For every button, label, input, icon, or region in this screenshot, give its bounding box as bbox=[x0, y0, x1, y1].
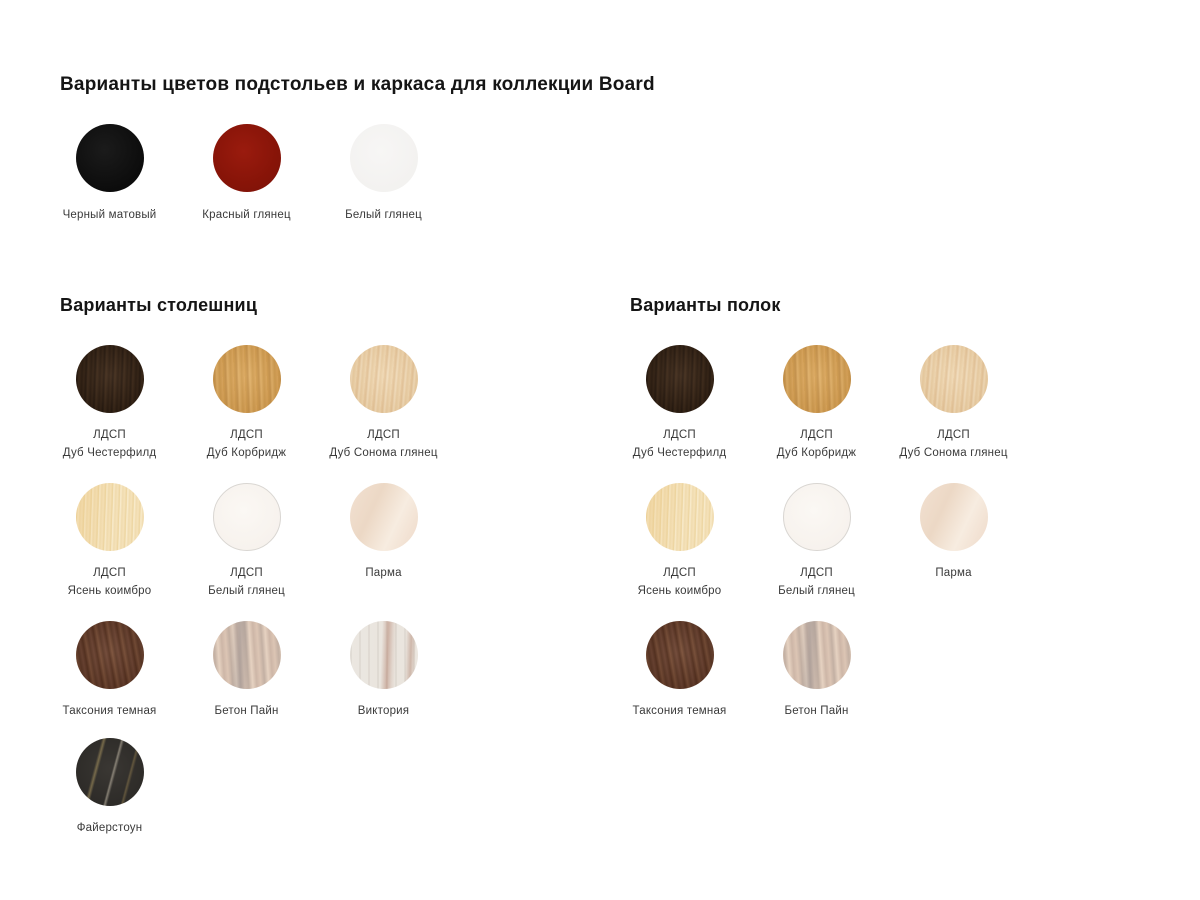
shelf-swatch-oak-sonoma bbox=[885, 345, 1022, 462]
section-title-shelves: Варианты полок bbox=[630, 295, 781, 315]
swatch-label-line2: Ясень коимбро bbox=[637, 585, 722, 597]
swatch-label: Белый глянец bbox=[345, 209, 422, 221]
tabletops-row-4 bbox=[41, 738, 178, 837]
swatch-label-line1: Таксония темная bbox=[632, 705, 727, 717]
swatch-label-line1: ЛДСП bbox=[937, 429, 970, 441]
swatch-circle-oak-chesterfield bbox=[76, 345, 144, 413]
swatch-firestone bbox=[41, 738, 178, 837]
tabletops-row-1 bbox=[41, 345, 452, 462]
swatch-label-line2: Дуб Честерфилд bbox=[62, 447, 157, 459]
swatch-circle-taxonia-dark bbox=[646, 621, 714, 689]
swatch-label-line1: ЛДСП bbox=[367, 429, 400, 441]
swatch-label-line2: Ясень коимбро bbox=[67, 585, 152, 597]
swatch-label-line1: Бетон Пайн bbox=[784, 705, 849, 717]
shelf-swatch-parma bbox=[885, 483, 1022, 600]
swatch-circle-white-gloss bbox=[350, 124, 418, 192]
swatch-label-line1: ЛДСП bbox=[663, 429, 696, 441]
swatch-label-line1: Виктория bbox=[357, 705, 410, 717]
swatch-label-line2: Белый глянец bbox=[208, 585, 285, 597]
shelf-swatch-white-gloss-ldsp bbox=[748, 483, 885, 600]
swatch-label: Черный матовый bbox=[62, 209, 157, 221]
swatch-circle-beton-pine bbox=[783, 621, 851, 689]
swatch-label-line2: Белый глянец bbox=[778, 585, 855, 597]
swatch-circle-taxonia-dark bbox=[76, 621, 144, 689]
swatch-white-gloss bbox=[315, 124, 452, 224]
swatch-circle-firestone bbox=[76, 738, 144, 806]
swatch-label: Красный глянец bbox=[202, 209, 291, 221]
swatch-label-line2: Дуб Корбридж bbox=[776, 447, 857, 459]
swatch-white-gloss-ldsp bbox=[178, 483, 315, 600]
swatch-circle-oak-sonoma bbox=[920, 345, 988, 413]
swatch-label-line1: ЛДСП bbox=[230, 567, 263, 579]
swatch-label-line2: Дуб Сонома глянец bbox=[329, 447, 438, 459]
swatch-label-line1: Таксония темная bbox=[62, 705, 157, 717]
swatch-beton-pine bbox=[178, 621, 315, 720]
shelves-row-2 bbox=[611, 483, 1022, 600]
shelves-row-3 bbox=[611, 621, 885, 720]
swatch-oak-corbridge bbox=[178, 345, 315, 462]
page-title: Варианты цветов подстольев и каркаса для коллекции Board bbox=[60, 74, 655, 95]
swatch-label-line1: ЛДСП bbox=[230, 429, 263, 441]
swatch-black-matte bbox=[41, 124, 178, 224]
swatch-circle-oak-chesterfield bbox=[646, 345, 714, 413]
swatch-red-gloss bbox=[178, 124, 315, 224]
swatch-oak-chesterfield bbox=[41, 345, 178, 462]
swatch-label-line1: Парма bbox=[935, 567, 972, 579]
swatch-label-line1: Файерстоун bbox=[76, 822, 143, 834]
tabletops-row-2 bbox=[41, 483, 452, 600]
swatch-circle-parma bbox=[350, 483, 418, 551]
swatch-label-line2: Дуб Честерфилд bbox=[632, 447, 727, 459]
swatch-label-line1: ЛДСП bbox=[800, 429, 833, 441]
swatch-label-line2: Дуб Корбридж bbox=[206, 447, 287, 459]
shelf-swatch-ash-coimbra bbox=[611, 483, 748, 600]
shelf-swatch-oak-chesterfield bbox=[611, 345, 748, 462]
swatch-label-line1: Бетон Пайн bbox=[214, 705, 279, 717]
shelves-row-1 bbox=[611, 345, 1022, 462]
swatch-label-line1: ЛДСП bbox=[800, 567, 833, 579]
swatch-victoria bbox=[315, 621, 452, 720]
section-title-tabletops: Варианты столешниц bbox=[60, 295, 258, 315]
swatch-circle-black-matte bbox=[76, 124, 144, 192]
swatch-circle-parma bbox=[920, 483, 988, 551]
swatch-label-line1: ЛДСП bbox=[93, 567, 126, 579]
swatch-circle-red-gloss bbox=[213, 124, 281, 192]
swatch-label-line2: Дуб Сонома глянец bbox=[899, 447, 1008, 459]
swatch-oak-sonoma bbox=[315, 345, 452, 462]
swatch-label-line1: ЛДСП bbox=[663, 567, 696, 579]
swatch-circle-white-gloss-ldsp bbox=[213, 483, 281, 551]
swatch-circle-ash-coimbra bbox=[76, 483, 144, 551]
swatch-circle-oak-sonoma bbox=[350, 345, 418, 413]
swatch-circle-oak-corbridge bbox=[213, 345, 281, 413]
swatch-circle-oak-corbridge bbox=[783, 345, 851, 413]
swatch-parma bbox=[315, 483, 452, 600]
swatch-label-line1: Парма bbox=[365, 567, 402, 579]
swatch-circle-victoria bbox=[350, 621, 418, 689]
swatch-label-line1: ЛДСП bbox=[93, 429, 126, 441]
shelf-swatch-beton-pine bbox=[748, 621, 885, 720]
swatch-circle-beton-pine bbox=[213, 621, 281, 689]
shelf-swatch-taxonia-dark bbox=[611, 621, 748, 720]
swatch-taxonia-dark bbox=[41, 621, 178, 720]
swatch-ash-coimbra bbox=[41, 483, 178, 600]
swatch-circle-ash-coimbra bbox=[646, 483, 714, 551]
swatch-circle-white-gloss-ldsp bbox=[783, 483, 851, 551]
frame-colors-row bbox=[41, 124, 452, 224]
shelf-swatch-oak-corbridge bbox=[748, 345, 885, 462]
tabletops-row-3 bbox=[41, 621, 452, 720]
